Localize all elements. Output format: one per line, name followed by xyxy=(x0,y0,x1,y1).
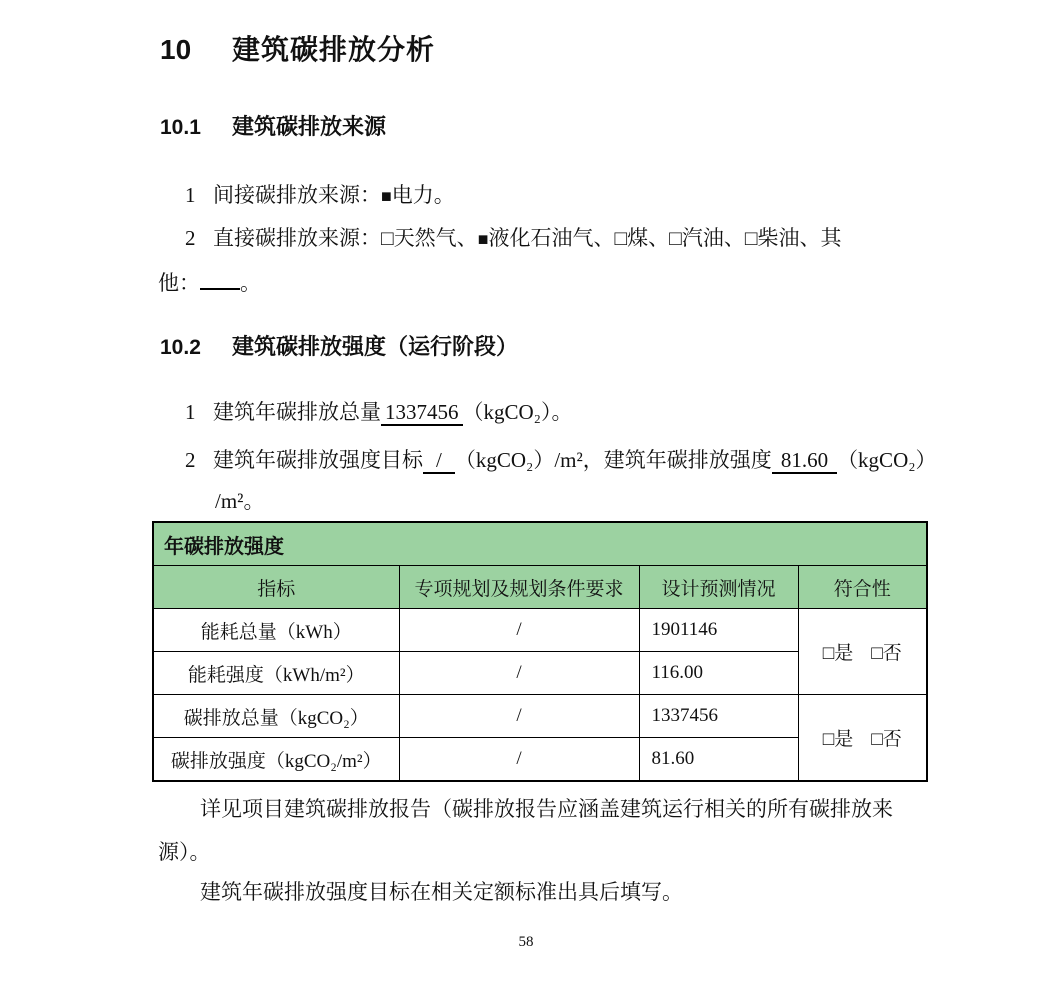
checkbox-unchecked-icon: □ xyxy=(822,729,835,750)
annual-total-emission-item xyxy=(158,397,955,427)
total-emission-value: 1337456 xyxy=(381,400,463,426)
predicted-cell: 1901146 xyxy=(639,609,798,652)
checkbox-unchecked-icon: □ xyxy=(381,226,394,250)
section-10-2-heading xyxy=(160,330,518,361)
table-row xyxy=(153,609,927,652)
table-header-row xyxy=(153,566,927,609)
other-label: 他： xyxy=(158,271,200,295)
intensity-value: 81.60 xyxy=(772,448,837,474)
option-electricity: 电力 xyxy=(391,183,434,207)
target-note: 建筑年碳排放强度目标在相关定额标准出具后填写。 xyxy=(200,880,683,904)
checkbox-unchecked-icon: □ xyxy=(871,729,883,750)
indirect-emission-source-item xyxy=(158,180,955,211)
indirect-source-label: 间接碳排放来源： xyxy=(213,183,381,207)
requirement-cell: / xyxy=(399,738,639,782)
checkbox-checked-icon: ■ xyxy=(381,186,392,206)
option-diesel: 柴油、 xyxy=(757,226,821,250)
compliance-no-label: 否 xyxy=(882,729,902,750)
intensity-mid-text: （kgCO₂）/m²，建筑年碳排放强度 xyxy=(454,448,772,472)
clause-number: 2 xyxy=(185,226,196,250)
section-10-2-title: 建筑碳排放强度（运行阶段） xyxy=(232,334,519,359)
col-header-indicator: 指标 xyxy=(153,566,399,609)
clause-number: 1 xyxy=(185,183,196,207)
requirement-cell: / xyxy=(399,652,639,695)
indicator-cell: 碳排放强度（kgCO₂/m²） xyxy=(153,738,399,782)
period: 。 xyxy=(433,183,455,207)
total-emission-label: 建筑年碳排放总量 xyxy=(213,400,381,424)
option-coal: 煤、 xyxy=(627,226,670,250)
total-emission-unit: （kgCO₂）。 xyxy=(462,400,573,424)
intensity-target-label: 建筑年碳排放强度目标 xyxy=(213,448,423,472)
requirement-cell: / xyxy=(399,695,639,738)
col-header-compliance: 符合性 xyxy=(798,566,927,609)
col-header-requirement: 专项规划及规划条件要求 xyxy=(399,566,639,609)
page-number: 58 xyxy=(518,934,534,950)
compliance-yes-label: 是 xyxy=(834,729,854,750)
chapter-heading xyxy=(160,28,435,68)
predicted-cell: 116.00 xyxy=(639,652,798,695)
predicted-cell: 81.60 xyxy=(639,738,798,782)
report-note-line2: 源）。 xyxy=(158,840,211,864)
compliance-yes-label: 是 xyxy=(834,643,854,664)
direct-emission-source-item xyxy=(158,223,955,254)
report-note-line1: 详见项目建筑碳排放报告（碳排放报告应涵盖建筑运行相关的所有碳排放来 xyxy=(200,797,893,821)
compliance-cell-energy xyxy=(798,609,927,695)
indicator-cell: 能耗强度（kWh/m²） xyxy=(153,652,399,695)
clause-number: 1 xyxy=(185,400,196,424)
indicator-cell: 碳排放总量（kgCO₂） xyxy=(153,695,399,738)
option-natural-gas: 天然气、 xyxy=(393,226,478,250)
intensity-target-value: / xyxy=(423,448,455,474)
compliance-no-label: 否 xyxy=(882,643,902,664)
emission-intensity-item xyxy=(158,445,955,475)
section-10-1-heading xyxy=(160,110,386,141)
blank-underline-field xyxy=(200,267,240,290)
intensity-unit: （kgCO₂） xyxy=(837,448,937,472)
table-title-row xyxy=(153,522,927,566)
clause-number: 2 xyxy=(185,448,196,472)
chapter-title: 建筑碳排放分析 xyxy=(232,34,436,65)
section-10-1-number: 10.1 xyxy=(160,116,201,139)
checkbox-unchecked-icon: □ xyxy=(871,643,883,664)
indicator-cell: 能耗总量（kWh） xyxy=(153,609,399,652)
requirement-cell: / xyxy=(399,609,639,652)
wrap-tail-text: 其 xyxy=(820,226,842,250)
table-row xyxy=(153,695,927,738)
annual-carbon-intensity-table xyxy=(152,521,928,782)
section-10-1-title: 建筑碳排放来源 xyxy=(232,114,387,139)
other-source-line xyxy=(158,267,928,298)
section-10-2-number: 10.2 xyxy=(160,336,201,359)
period: 。 xyxy=(240,271,261,295)
checkbox-unchecked-icon: □ xyxy=(744,226,758,250)
direct-source-label: 直接碳排放来源： xyxy=(213,226,381,250)
intensity-unit-continuation: /m²。 xyxy=(215,489,265,513)
chapter-number: 10 xyxy=(160,34,192,65)
option-lpg: 液化石油气、 xyxy=(488,226,615,250)
table-title: 年碳排放强度 xyxy=(153,522,927,566)
col-header-predicted: 设计预测情况 xyxy=(639,566,798,609)
compliance-cell-carbon xyxy=(798,695,927,782)
checkbox-unchecked-icon: □ xyxy=(614,226,628,250)
checkbox-unchecked-icon: □ xyxy=(669,226,682,250)
option-gasoline: 汽油、 xyxy=(681,226,745,250)
checkbox-checked-icon: ■ xyxy=(477,229,489,249)
predicted-cell: 1337456 xyxy=(639,695,798,738)
checkbox-unchecked-icon: □ xyxy=(822,643,835,664)
